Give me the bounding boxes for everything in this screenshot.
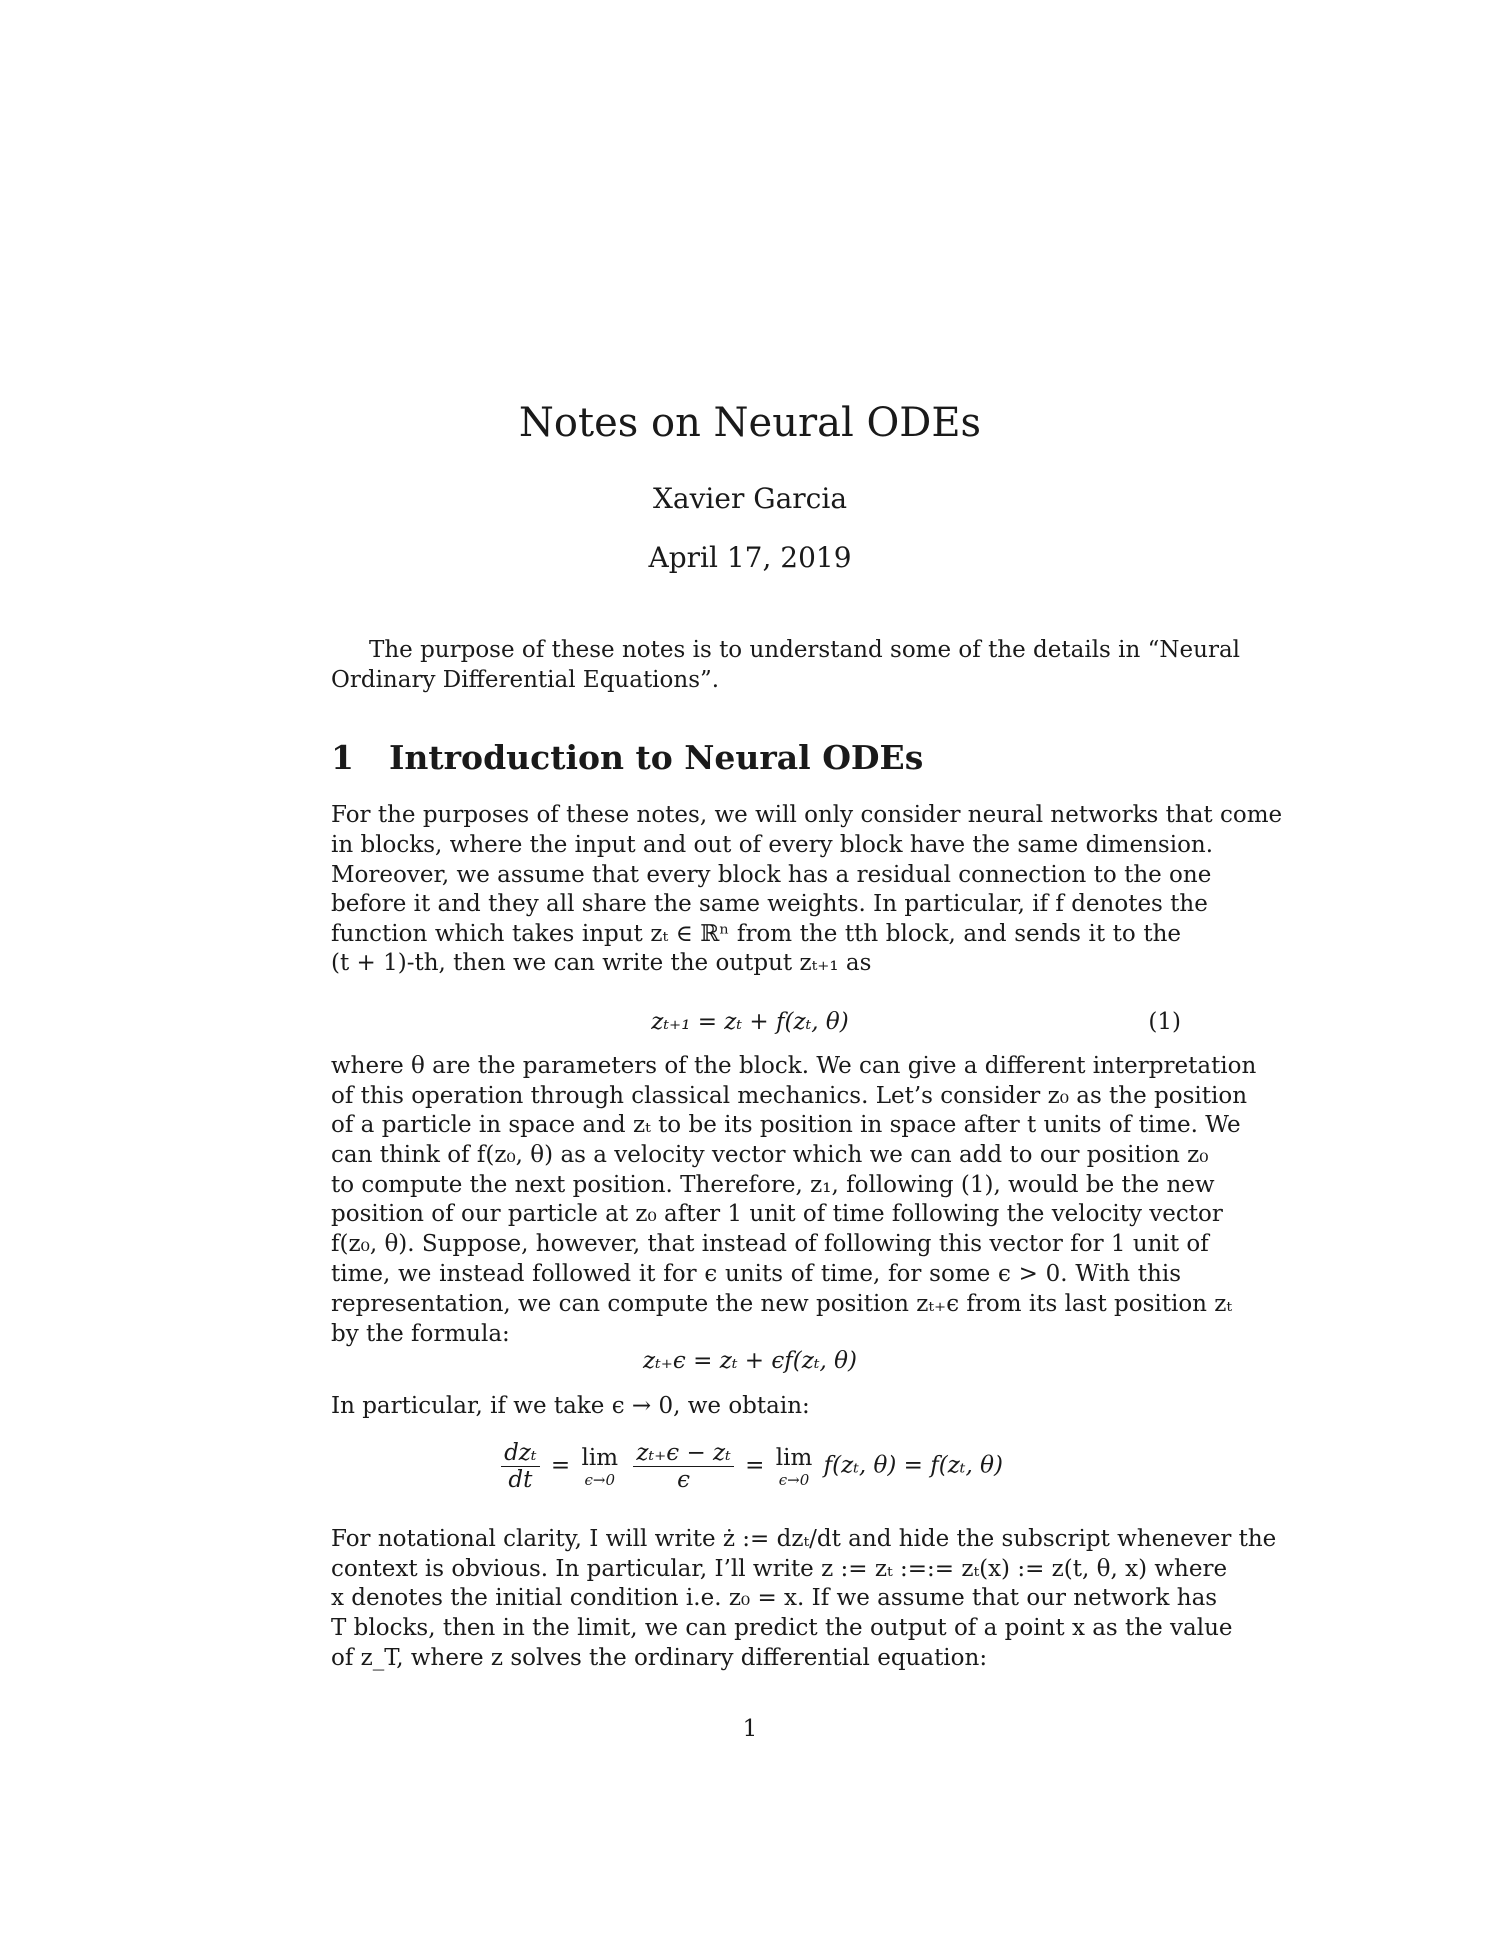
paragraph-line: of a particle in space and zₜ to be its position in space after t units of time. We: [331, 1112, 1241, 1138]
equation-rhs: f(zₜ, θ) = f(zₜ, θ): [823, 1452, 1003, 1479]
author: Xavier Garcia: [652, 482, 848, 515]
paragraph-line: of this operation through classical mechanics. Let’s consider z₀ as the position: [331, 1083, 1248, 1109]
lim-subscript: ϵ→0: [584, 1470, 616, 1489]
paragraph-line: Moreover, we assume that every block has a residual connection to the one: [331, 862, 1212, 888]
date: April 17, 2019: [648, 541, 852, 574]
paragraph-line: by the formula:: [331, 1321, 510, 1347]
paragraph-line: function which takes input zₜ ∈ ℝⁿ from the tth block, and sends it to the: [331, 921, 1181, 947]
paragraph-line: can think of f(z₀, θ) as a velocity vector which we can add to our position z₀: [331, 1142, 1209, 1168]
equation-number: (1): [1148, 1009, 1181, 1035]
paragraph-line: of z_T, where z solves the ordinary differential equation:: [331, 1645, 988, 1671]
numerator: zₜ₊ϵ − zₜ: [633, 1440, 734, 1467]
numerator: dzₜ: [501, 1440, 540, 1467]
paragraph-line: context is obvious. In particular, I’ll write z := zₜ :=:= zₜ(x) := z(t, θ, x) where: [331, 1556, 1228, 1582]
denominator: dt: [508, 1467, 533, 1493]
abstract-line: The purpose of these notes is to understand some of the details in “Neural: [369, 637, 1241, 663]
paragraph-line: before it and they all share the same weights. In particular, if f denotes the: [331, 891, 1208, 917]
paragraph-line: where θ are the parameters of the block. We can give a different interpretation: [331, 1053, 1257, 1079]
section-heading: [331, 738, 923, 777]
derivative-fraction: [501, 1440, 540, 1493]
section-number: 1: [331, 738, 354, 777]
paragraph-line: In particular, if we take ϵ → 0, we obtain:: [331, 1393, 810, 1419]
equals: =: [550, 1452, 571, 1479]
paragraph-line: in blocks, where the input and out of every block have the same dimension.: [331, 832, 1214, 858]
paragraph-line: For notational clarity, I will write ż := dzₜ/dt and hide the subscript whenever the: [331, 1526, 1277, 1552]
limit: [582, 1445, 619, 1489]
limit: [776, 1445, 813, 1489]
paragraph-line: position of our particle at z₀ after 1 unit of time following the velocity vector: [331, 1201, 1223, 1227]
denominator: ϵ: [677, 1467, 691, 1493]
paragraph-line: time, we instead followed it for ϵ units of time, for some ϵ > 0. With this: [331, 1261, 1181, 1287]
lim-subscript: ϵ→0: [778, 1470, 810, 1489]
paragraph-line: (t + 1)-th, then we can write the output zₜ₊₁ as: [331, 950, 872, 976]
abstract-line: Ordinary Differential Equations”.: [331, 667, 720, 693]
document-title: Notes on Neural ODEs: [518, 400, 982, 446]
equation-limit: [0, 1440, 1500, 1493]
equation-1: zₜ₊₁ = zₜ + f(zₜ, θ): [651, 1009, 849, 1035]
paragraph-line: T blocks, then in the limit, we can predict the output of a point x as the value: [331, 1615, 1233, 1641]
lim-label: lim: [581, 1444, 619, 1471]
paragraph-line: to compute the next position. Therefore, z₁, following (1), would be the new: [331, 1172, 1215, 1198]
equals: =: [745, 1452, 765, 1479]
paragraph-line: x denotes the initial condition i.e. z₀ = x. If we assume that our network has: [331, 1585, 1218, 1611]
lim-label: lim: [775, 1444, 813, 1471]
paragraph-line: f(z₀, θ). Suppose, however, that instead of following this vector for 1 unit of: [331, 1231, 1209, 1257]
paragraph-line: representation, we can compute the new position zₜ₊ϵ from its last position zₜ: [331, 1291, 1233, 1317]
difference-quotient: [633, 1440, 734, 1493]
paragraph-line: For the purposes of these notes, we will only consider neural networks that come: [331, 802, 1283, 828]
equation-euler-step: zₜ₊ϵ = zₜ + ϵf(zₜ, θ): [643, 1348, 857, 1374]
page-number: 1: [742, 1716, 758, 1742]
section-title: Introduction to Neural ODEs: [389, 738, 924, 777]
